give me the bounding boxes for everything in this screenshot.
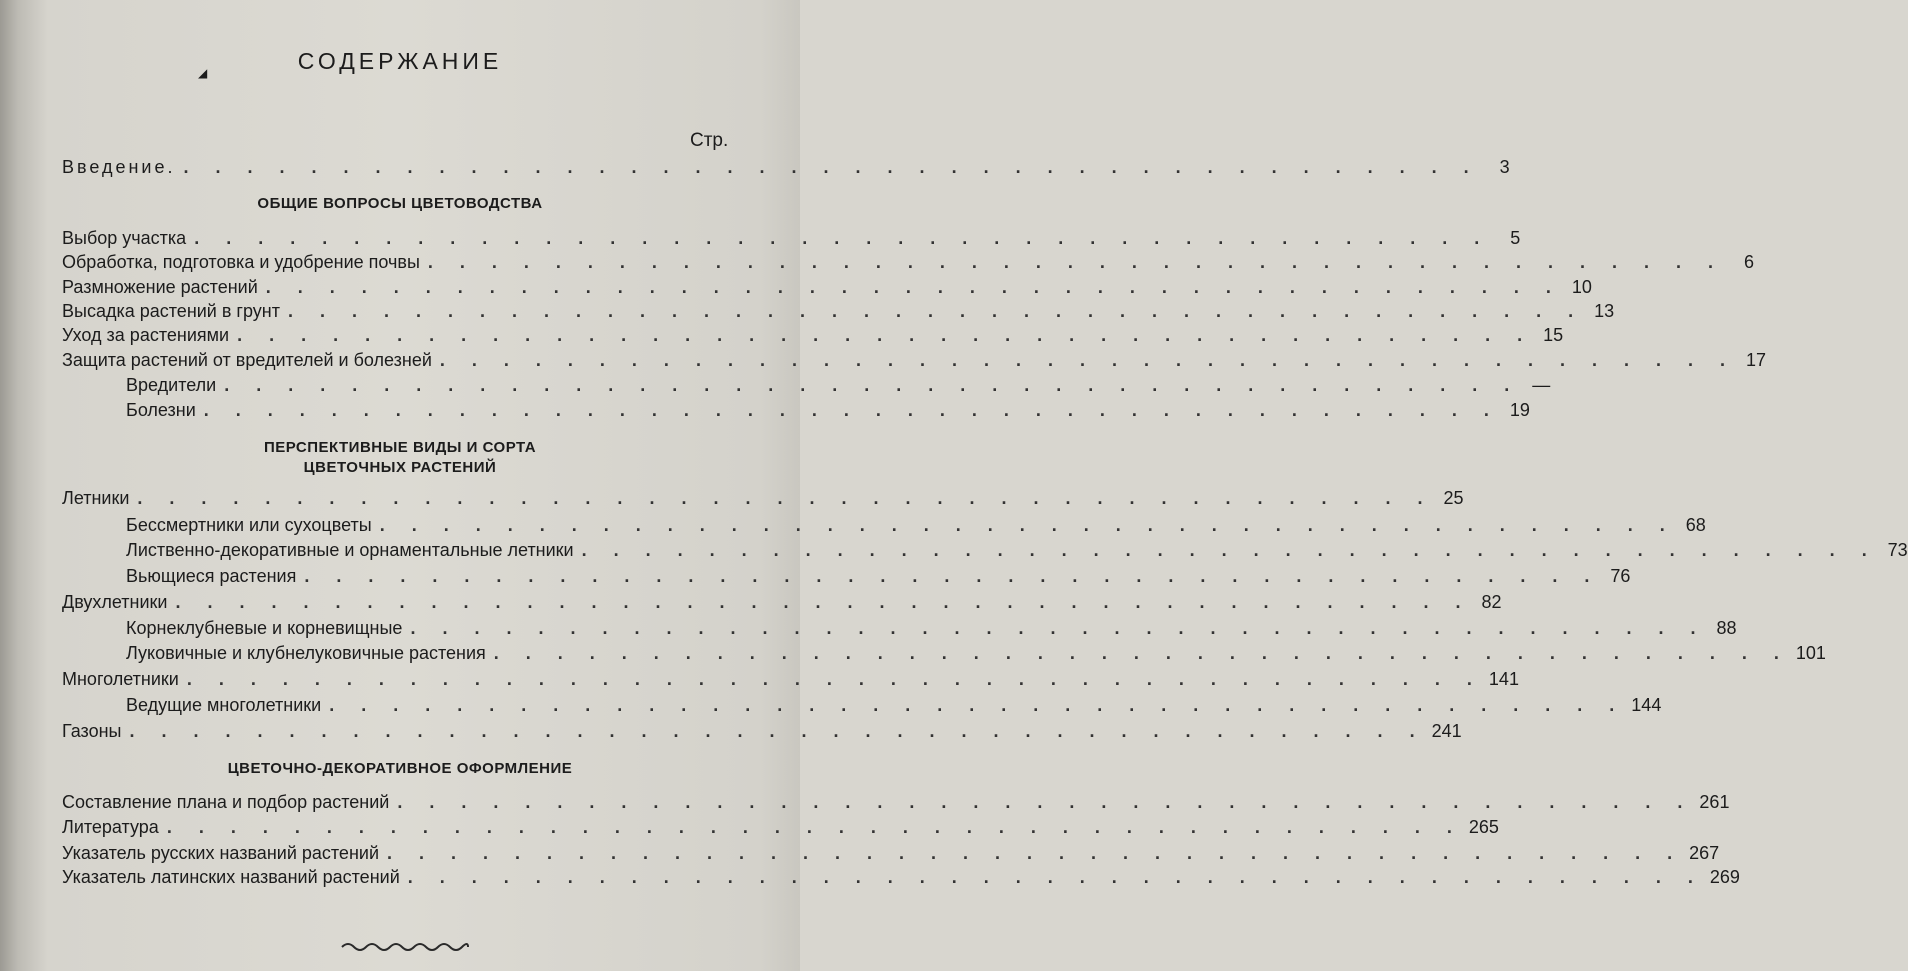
toc-entry-page: 267 [1689,843,1720,863]
leader-dots: . . . . . . . . . . . . . . . . . . . . . . . . . . . . . . . . . . . . . . . . . [397,792,1694,812]
toc-entry-page: 141 [1488,669,1519,689]
toc-entry-title: Бессмертники или сухоцветы [126,515,372,535]
toc-entry-title: Обработка, подготовка и удобрение почвы [62,252,420,272]
leader-dots: . . . . . . . . . . . . . . . . . . . . . . . . . . . . . . . . . . . . . . . . . [186,669,1483,689]
leader-dots: . . . . . . . . . . . . . . . . . . . . . . . . . . . . . . . . . . . . . . . . . [224,375,1521,395]
toc-entry-page: 68 [1685,515,1706,535]
toc-entry-title: Болезни [126,400,196,420]
toc-entry[interactable] [62,320,1564,346]
section-heading-species-line2: ЦВЕТОЧНЫХ РАСТЕНИЙ [303,459,497,476]
page-title: СОДЕРЖАНИЕ [297,48,503,74]
toc-entry-page: 82 [1481,592,1502,612]
toc-entry-title: Летники [62,488,130,508]
toc-entry[interactable] [62,812,1499,838]
toc-entry[interactable] [62,296,1615,322]
page-column-label: Стр. [690,130,729,151]
toc-entry-page: 76 [1610,566,1631,586]
toc-subentry[interactable] [126,370,1551,396]
leader-dots: . . . . . . . . . . . . . . . . . . . . . . . . . . . . . . . . . . . . . . . . . [203,400,1500,420]
toc-entry-title: Указатель русских названий растений [62,843,379,863]
toc-entry-title: Корнеклубневые и корневищные [126,618,403,638]
leader-dots: . . . . . . . . . . . . . . . . . . . . . . . . . . . . . . . . . . . . . . . . . [265,277,1562,297]
toc-entry[interactable] [62,247,1754,273]
toc-entry-title: Защита растений от вредителей и болезней [62,350,432,370]
toc-subentry[interactable] [126,638,1826,664]
toc-entry-page: 25 [1443,488,1464,508]
toc-subentry[interactable] [126,613,1737,639]
leader-dots: . . . . . . . . . . . . . . . . . . . . . . . . . . . . . . . . . . . . . . . . . [387,843,1684,863]
toc-entry-title: Ведущие многолетники [126,695,322,715]
leader-dots: . . . . . . . . . . . . . . . . . . . . . . . . . . . . . . . . . . . . . . . . . [493,643,1790,663]
toc-entry[interactable] [62,345,1767,371]
toc-subentry[interactable] [126,561,1631,587]
toc-entry[interactable] [62,664,1519,690]
toc-entry-page: 17 [1745,350,1767,370]
leader-dots: . . . . . . . . . . . . . . . . . . . . . . . . . . . . . . . . . . . . . . . . . [183,157,1480,177]
toc-entry-title: Составление плана и подбор растений [62,792,390,812]
leader-dots: . . . . . . . . . . . . . . . . . . . . . . . . . . . . . . . . . . . . . . . . . [175,592,1472,612]
leader-dots: . . . . . . . . . . . . . . . . . . . . . . . . . . . . . . . . . . . . . . . . . [194,228,1491,248]
toc-entry-title: Указатель латинских названий растений [62,867,400,887]
section-heading-species-line1: ПЕРСПЕКТИВНЫЕ ВИДЫ И СОРТА [263,439,537,456]
print-mark: ◢ [198,66,208,80]
leader-dots: . . . . . . . . . . . . . . . . . . . . . . . . . . . . . . . . . . . . . . . . . [329,695,1626,715]
leader-dots: . . . . . . . . . . . . . . . . . . . . . . . . . . . . . . . . . . . . . . . . . [581,540,1878,560]
toc-entry-page: 19 [1509,400,1530,420]
toc-entry-title: Луковичные и клубнелуковичные растения [126,643,486,663]
leader-dots: . . . . . . . . . . . . . . . . . . . . . . . . . . . . . . . . . . . . . . . . . [410,618,1707,638]
leader-dots: . . . . . . . . . . . . . . . . . . . . . . . . . . . . . . . . . . . . . . . . . [288,301,1585,321]
toc-entry[interactable] [62,787,1730,813]
toc-entry-title: Газоны [62,721,122,741]
section-heading-general: ОБЩИЕ ВОПРОСЫ ЦВЕТОВОДСТВА [257,195,543,212]
toc-entry-title: Размножение растений [62,277,258,297]
toc-entry-title: Двухлетники [62,592,168,612]
toc-entry-page: 88 [1716,618,1737,638]
toc-entry-title: Выбор участка [62,228,187,248]
toc-entry-page: 5 [1510,228,1521,248]
toc-entry-title: Уход за растениями [62,325,230,345]
toc-entry-title: Лиственно-декоративные и орнаментальные летники [126,540,574,560]
leader-dots: . . . . . . . . . . . . . . . . . . . . . . . . . . . . . . . . . . . . . . . . . [137,488,1434,508]
toc-entry[interactable] [62,838,1720,864]
toc-entry-page: 269 [1709,867,1740,887]
toc-entry-title: Вьющиеся растения [126,566,297,586]
toc-entry-title: Литература [62,817,159,837]
leader-dots: . . . . . . . . . . . . . . . . . . . . . . . . . . . . . . . . . . . . . . . . . [427,252,1724,272]
toc-entry[interactable] [62,862,1740,888]
toc-entry[interactable] [62,483,1464,509]
toc-subentry[interactable] [126,395,1530,421]
toc-entry-title: Вредители [126,375,217,395]
toc-entry-page: 101 [1795,643,1826,663]
ornament-divider [340,940,470,954]
toc-entry-page: 13 [1594,301,1615,321]
toc-entry-page: 144 [1631,695,1662,715]
toc-entry-page: 6 [1743,252,1754,272]
toc-entry-page: 265 [1468,817,1499,837]
leader-dots: . . . . . . . . . . . . . . . . . . . . . . . . . . . . . . . . . . . . . . . . . [407,867,1704,887]
toc-entry-page: 15 [1543,325,1564,345]
toc-subentry[interactable] [126,690,1662,716]
toc-entry-intro[interactable] [62,152,1510,178]
toc-subentry[interactable] [126,510,1706,536]
leader-dots: . . . . . . . . . . . . . . . . . . . . . . . . . . . . . . . . . . . . . . . . . [237,325,1534,345]
leader-dots: . . . . . . . . . . . . . . . . . . . . . . . . . . . . . . . . . . . . . . . . . [129,721,1426,741]
toc-entry-title: Высадка растений в грунт [62,301,280,321]
leader-dots: . . . . . . . . . . . . . . . . . . . . . . . . . . . . . . . . . . . . . . . . . [166,817,1463,837]
leader-dots: . . . . . . . . . . . . . . . . . . . . . . . . . . . . . . . . . . . . . . . . . [439,350,1737,370]
toc-entry-page: 3 [1499,157,1510,177]
toc-entry[interactable] [62,223,1521,249]
toc-entry-page: 73 [1887,540,1908,560]
toc-entry[interactable] [62,272,1592,298]
toc-entry-page: 261 [1699,792,1730,812]
toc-entry-page: — [1532,375,1551,395]
leader-dots: . . . . . . . . . . . . . . . . . . . . . . . . . . . . . . . . . . . . . . . . . [379,515,1676,535]
toc-entry[interactable] [62,716,1462,742]
toc-subentry[interactable] [126,535,1908,561]
section-heading-design: ЦВЕТОЧНО-ДЕКОРАТИВНОЕ ОФОРМЛЕНИЕ [227,760,573,777]
leader-dots: . . . . . . . . . . . . . . . . . . . . . . . . . . . . . . . . . . . . . . . . . [304,566,1601,586]
toc-entry-page: 10 [1571,277,1592,297]
toc-entry-title: Многолетники [62,669,179,689]
toc-entry-title: Введение. [62,157,176,177]
toc-entry-page: 241 [1431,721,1462,741]
toc-entry[interactable] [62,587,1502,613]
